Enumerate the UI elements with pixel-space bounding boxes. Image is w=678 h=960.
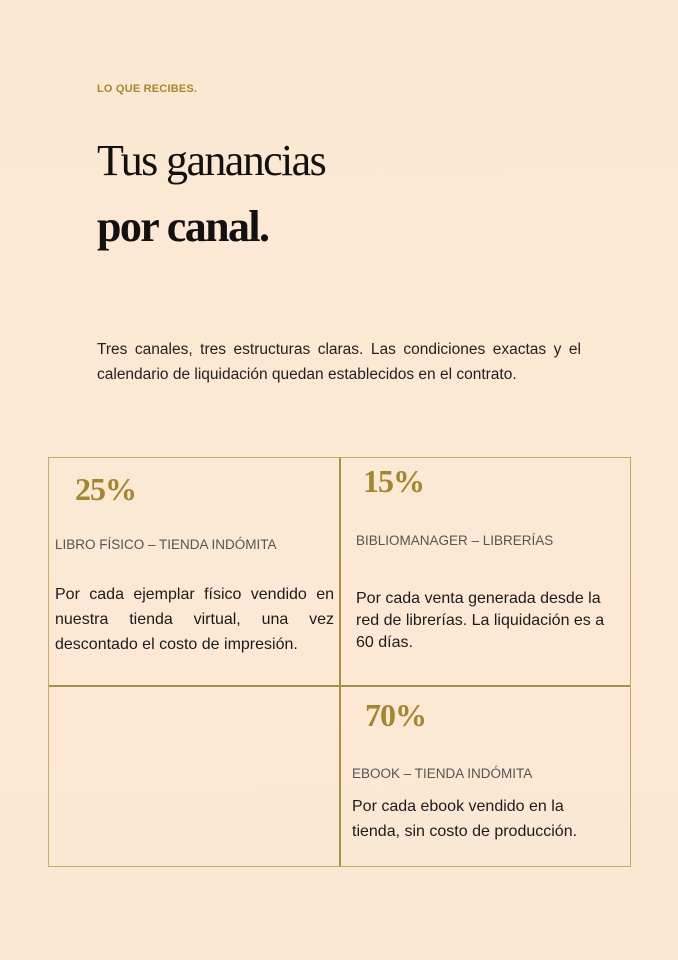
channel-label: BIBLIOMANAGER – LIBRERÍAS	[356, 533, 554, 548]
channel-percent: 25%	[75, 471, 136, 507]
intro-paragraph: Tres canales, tres estructuras claras. Las condiciones exactas y el calendario de liquidación quedan establecidos en el contrato.	[97, 341, 581, 383]
channels-grid	[48, 457, 631, 867]
channel-description: Por cada venta generada desde la red de librerías. La liquidación es a 60 días.	[356, 590, 605, 651]
channel-percent: 15%	[363, 463, 424, 499]
channel-percent: 70%	[365, 697, 426, 733]
title-line-1: Tus ganancias	[97, 136, 326, 185]
channel-description: Por cada ebook vendido en la tienda, sin costo de producción.	[352, 798, 578, 840]
title-line-2: por canal.	[97, 202, 269, 251]
eyebrow-label: LO QUE RECIBES.	[97, 83, 198, 95]
grid-divider-horizontal	[49, 685, 630, 687]
channel-label: LIBRO FÍSICO – TIENDA INDÓMITA	[55, 537, 277, 552]
channel-description: Por cada ejemplar físico vendido en nuestra tienda virtual, una vez descontado el costo de impresión.	[55, 586, 334, 653]
channel-label: EBOOK – TIENDA INDÓMITA	[352, 766, 533, 781]
grid-divider-vertical	[339, 458, 341, 866]
page-title	[97, 128, 325, 260]
